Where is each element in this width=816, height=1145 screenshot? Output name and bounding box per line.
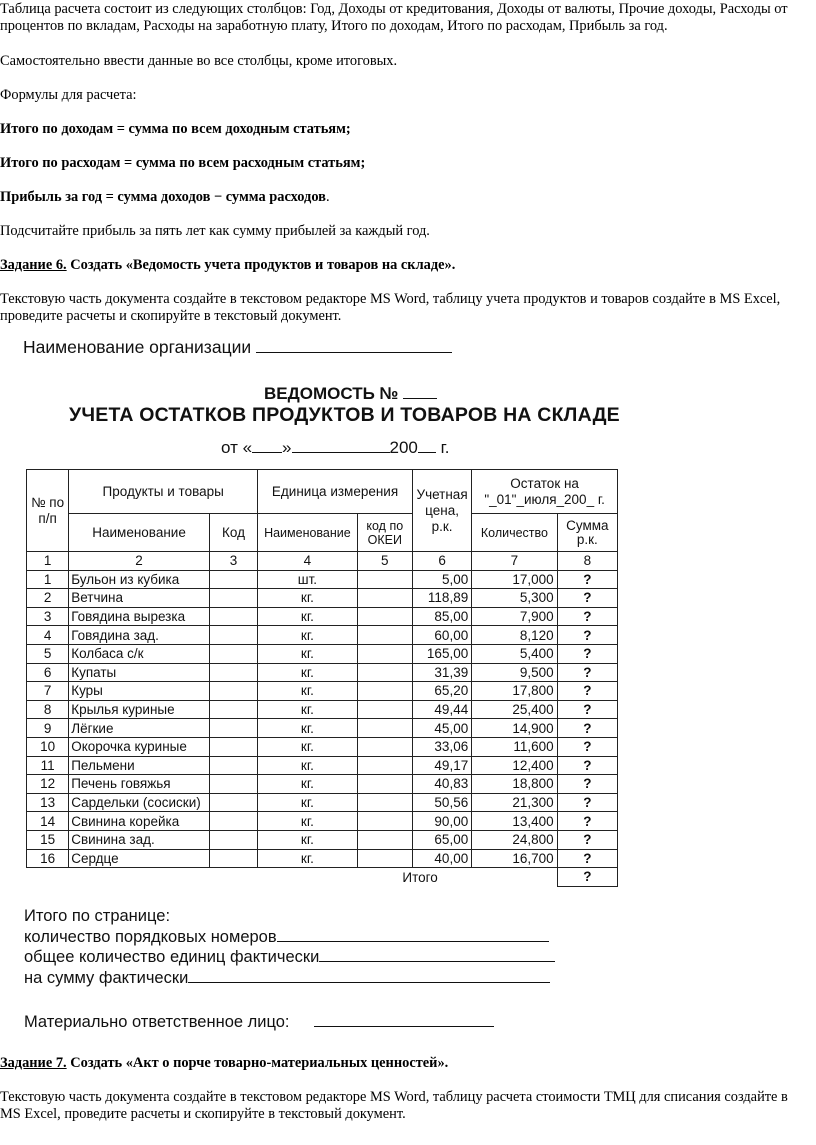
col-num-5: 5 (357, 552, 412, 571)
product-name: Окорочка куриные (69, 737, 210, 756)
row-num: 10 (27, 737, 69, 756)
formula-income: Итого по доходам = сумма по всем доходным статьям; (0, 121, 351, 137)
product-name: Лёгкие (69, 719, 210, 738)
product-code (209, 570, 257, 589)
header-balance: Остаток на "_01"_июля_200_ г. (472, 470, 618, 514)
column-number-row (27, 552, 618, 571)
sum: ? (557, 849, 617, 868)
unit-price: 5,00 (412, 570, 471, 589)
count-units-blank (319, 961, 555, 962)
count-numbers-text: количество порядковых номеров (24, 927, 277, 946)
product-name: Крылья куриные (69, 700, 210, 719)
product-code (209, 663, 257, 682)
unit-price: 85,00 (412, 607, 471, 626)
date-year-line (418, 452, 436, 453)
intro-line-2: процентов по вкладам, Расходы на заработную плату, Итого по доходам, Итого по расходам, Прибыль за год. (0, 18, 668, 34)
task7-label: Задание 7. (0, 1055, 67, 1071)
product-name: Свинина корейка (69, 812, 210, 831)
unit-name: кг. (258, 607, 357, 626)
date-month-line (292, 452, 390, 453)
quantity: 5,300 (472, 589, 557, 608)
product-code (209, 682, 257, 701)
total-label-text: Итого (402, 869, 438, 885)
col-num-8: 8 (557, 552, 617, 571)
row-num: 14 (27, 812, 69, 831)
unit-price: 60,00 (412, 626, 471, 645)
row-num: 1 (27, 570, 69, 589)
task6-title: Создать «Ведомость учета продуктов и товаров на складе». (66, 257, 456, 273)
row-num: 9 (27, 719, 69, 738)
intro-instruction: Самостоятельно ввести данные во все столбцы, кроме итоговых. (0, 53, 398, 69)
product-name: Ветчина (69, 589, 210, 608)
product-code (209, 793, 257, 812)
okei-code (357, 830, 412, 849)
unit-name: кг. (258, 644, 357, 663)
count-units-text: общее количество единиц фактически (24, 948, 320, 966)
okei-code (357, 589, 412, 608)
quantity: 25,400 (472, 700, 557, 719)
product-name: Свинина зад. (69, 830, 210, 849)
quantity: 8,120 (472, 626, 557, 645)
col-num-4: 4 (258, 552, 357, 571)
sum: ? (557, 682, 617, 701)
responsible-blank (314, 1026, 494, 1027)
okei-code (357, 737, 412, 756)
date-suffix: г. (435, 438, 450, 457)
unit-name: кг. (258, 756, 357, 775)
okei-code (357, 700, 412, 719)
product-name: Сардельки (сосиски) (69, 793, 210, 812)
formula-profit-end: . (325, 189, 330, 205)
unit-price: 90,00 (412, 812, 471, 831)
okei-code (357, 719, 412, 738)
sum: ? (557, 793, 617, 812)
product-code (209, 626, 257, 645)
task7-heading (0, 1054, 808, 1072)
unit-name: кг. (258, 663, 357, 682)
date-open-quote: от « (221, 438, 253, 457)
table-row (27, 737, 618, 756)
page-totals (24, 906, 555, 988)
quantity: 11,600 (472, 737, 557, 756)
org-name-text: Наименование организации (23, 337, 252, 357)
sum: ? (557, 589, 617, 608)
unit-name: кг. (258, 793, 357, 812)
unit-name: кг. (258, 682, 357, 701)
unit-price: 165,00 (412, 644, 471, 663)
statement-subtitle: УЧЕТА ОСТАТКОВ ПРОДУКТОВ И ТОВАРОВ НА СКЛАДЕ (69, 404, 620, 426)
date-close-quote: » (282, 438, 292, 457)
row-num: 8 (27, 700, 69, 719)
row-num: 12 (27, 775, 69, 794)
org-name-line (256, 352, 452, 353)
row-num: 4 (27, 626, 69, 645)
header-unit: Единица измерения (258, 470, 413, 514)
table-row (27, 756, 618, 775)
row-num: 15 (27, 830, 69, 849)
stock-table (26, 469, 618, 887)
header-okei: код по ОКЕИ (357, 514, 412, 552)
table-row (27, 663, 618, 682)
org-name-label (23, 337, 452, 358)
okei-code (357, 775, 412, 794)
unit-price: 40,83 (412, 775, 471, 794)
row-num: 7 (27, 682, 69, 701)
responsible-text: Материально ответственное лицо: (24, 1013, 290, 1031)
okei-code (357, 626, 412, 645)
formula-expense: Итого по расходам = сумма по всем расходным статьям; (0, 155, 366, 171)
product-name: Печень говяжья (69, 775, 210, 794)
table-rows (27, 570, 618, 868)
product-code (209, 719, 257, 738)
product-name: Купаты (69, 663, 210, 682)
okei-code (357, 756, 412, 775)
unit-name: кг. (258, 849, 357, 868)
col-num-1: 1 (27, 552, 69, 571)
product-name: Говядина вырезка (69, 607, 210, 626)
page-total-heading: Итого по странице: (24, 907, 171, 925)
quantity: 12,400 (472, 756, 557, 775)
table-row (27, 793, 618, 812)
table-row (27, 607, 618, 626)
count-units-line (24, 947, 555, 968)
table-row (27, 775, 618, 794)
header-num: № по п/п (27, 470, 69, 552)
unit-name: кг. (258, 626, 357, 645)
quantity: 14,900 (472, 719, 557, 738)
quantity: 21,300 (472, 793, 557, 812)
unit-price: 118,89 (412, 589, 471, 608)
unit-name: кг. (258, 589, 357, 608)
unit-name: кг. (258, 812, 357, 831)
product-name: Пельмени (69, 756, 210, 775)
table-row (27, 830, 618, 849)
product-code (209, 812, 257, 831)
product-code (209, 737, 257, 756)
task6-line-1: Текстовую часть документа создайте в текстовом редакторе MS Word, таблицу учета продуктов и товаров создайте в MS Excel, (0, 291, 781, 307)
responsible-person (24, 1013, 494, 1032)
date-year: 200 (389, 438, 418, 457)
unit-name: кг. (258, 775, 357, 794)
quantity: 17,800 (472, 682, 557, 701)
unit-price: 40,00 (412, 849, 471, 868)
quantity: 9,500 (472, 663, 557, 682)
row-num: 2 (27, 589, 69, 608)
product-name: Говядина зад. (69, 626, 210, 645)
statement-number-label: ВЕДОМОСТЬ № (264, 384, 399, 403)
row-num: 13 (27, 793, 69, 812)
table-row (27, 719, 618, 738)
total-label (402, 868, 557, 887)
sum: ? (557, 830, 617, 849)
okei-code (357, 663, 412, 682)
total-row (27, 868, 618, 887)
unit-name: кг. (258, 719, 357, 738)
unit-name: кг. (258, 700, 357, 719)
okei-code (357, 849, 412, 868)
table-row (27, 700, 618, 719)
unit-price: 50,56 (412, 793, 471, 812)
quantity: 24,800 (472, 830, 557, 849)
row-num: 16 (27, 849, 69, 868)
okei-code (357, 793, 412, 812)
task7-line-2: MS Excel, проведите расчеты и скопируйте в текстовый документ. (0, 1106, 406, 1122)
row-num: 6 (27, 663, 69, 682)
product-code (209, 775, 257, 794)
table-row (27, 589, 618, 608)
sum: ? (557, 607, 617, 626)
sum: ? (557, 644, 617, 663)
sum: ? (557, 663, 617, 682)
formula-profit (0, 188, 808, 206)
product-name: Колбаса с/к (69, 644, 210, 663)
okei-code (357, 812, 412, 831)
header-qty: Количество (472, 514, 557, 552)
date-day-line (252, 452, 282, 453)
statement-number-line (403, 398, 437, 399)
sum: ? (557, 737, 617, 756)
unit-price: 45,00 (412, 719, 471, 738)
unit-price: 49,17 (412, 756, 471, 775)
row-num: 11 (27, 756, 69, 775)
sum: ? (557, 700, 617, 719)
task7-line-1: Текстовую часть документа создайте в текстовом редакторе MS Word, таблицу расчета стоимости ТМЦ для списания создайте в (0, 1089, 788, 1105)
quantity: 16,700 (472, 849, 557, 868)
quantity: 13,400 (472, 812, 557, 831)
okei-code (357, 682, 412, 701)
product-code (209, 589, 257, 608)
header-code: Код (209, 514, 257, 552)
col-num-2: 2 (69, 552, 210, 571)
okei-code (357, 644, 412, 663)
header-name: Наименование (69, 514, 210, 552)
sum: ? (557, 570, 617, 589)
unit-price: 31,39 (412, 663, 471, 682)
table-row (27, 570, 618, 589)
count-numbers-line (24, 927, 555, 948)
unit-price: 49,44 (412, 700, 471, 719)
quantity: 7,900 (472, 607, 557, 626)
table-row (27, 644, 618, 663)
unit-price: 65,20 (412, 682, 471, 701)
header-price: Учетная цена, р.к. (412, 470, 471, 552)
row-num: 3 (27, 607, 69, 626)
task6-label: Задание 6. (0, 257, 67, 273)
sum: ? (557, 756, 617, 775)
header-sum: Сумма р.к. (557, 514, 617, 552)
sum-actual-blank (188, 982, 550, 983)
unit-name: кг. (258, 737, 357, 756)
product-code (209, 756, 257, 775)
statement-title (264, 384, 437, 404)
total-spacer (27, 868, 413, 887)
quantity: 5,400 (472, 644, 557, 663)
product-name: Сердце (69, 849, 210, 868)
col-num-3: 3 (209, 552, 257, 571)
okei-code (357, 570, 412, 589)
unit-price: 65,00 (412, 830, 471, 849)
sum: ? (557, 775, 617, 794)
sum: ? (557, 719, 617, 738)
quantity: 17,000 (472, 570, 557, 589)
col-num-7: 7 (472, 552, 557, 571)
product-code (209, 849, 257, 868)
intro-line-1: Таблица расчета состоит из следующих столбцов: Год, Доходы от кредитования, Доходы от валюты, Прочие доходы, Расходы от (0, 1, 788, 17)
count-numbers-blank (277, 941, 549, 942)
row-num: 5 (27, 644, 69, 663)
sum: ? (557, 626, 617, 645)
table-row (27, 849, 618, 868)
unit-price: 33,06 (412, 737, 471, 756)
table-row (27, 812, 618, 831)
product-code (209, 644, 257, 663)
table-row (27, 626, 618, 645)
sum-actual-line (24, 968, 555, 989)
task6-heading (0, 256, 808, 274)
product-name: Бульон из кубика (69, 570, 210, 589)
quantity: 18,800 (472, 775, 557, 794)
sum: ? (557, 812, 617, 831)
task6-line-2: проведите расчеты и скопируйте в текстовый документ. (0, 308, 342, 324)
statement-date (221, 438, 449, 458)
total-value: ? (557, 868, 617, 887)
header-products: Продукты и товары (69, 470, 258, 514)
table-row (27, 682, 618, 701)
col-num-6: 6 (412, 552, 471, 571)
product-code (209, 700, 257, 719)
product-code (209, 607, 257, 626)
sum-actual-text: на сумму фактически (24, 968, 189, 987)
formulas-heading: Формулы для расчета: (0, 87, 137, 103)
okei-code (357, 607, 412, 626)
product-code (209, 830, 257, 849)
task7-title: Создать «Акт о порче товарно-материальных ценностей». (66, 1055, 449, 1071)
formula-profit-text: Прибыль за год = сумма доходов − сумма расходов (0, 189, 326, 205)
intro-profit-note: Подсчитайте прибыль за пять лет как сумму прибылей за каждый год. (0, 223, 430, 239)
header-unit-name: Наименование (258, 514, 357, 552)
product-name: Куры (69, 682, 210, 701)
unit-name: кг. (258, 830, 357, 849)
unit-name: шт. (258, 570, 357, 589)
